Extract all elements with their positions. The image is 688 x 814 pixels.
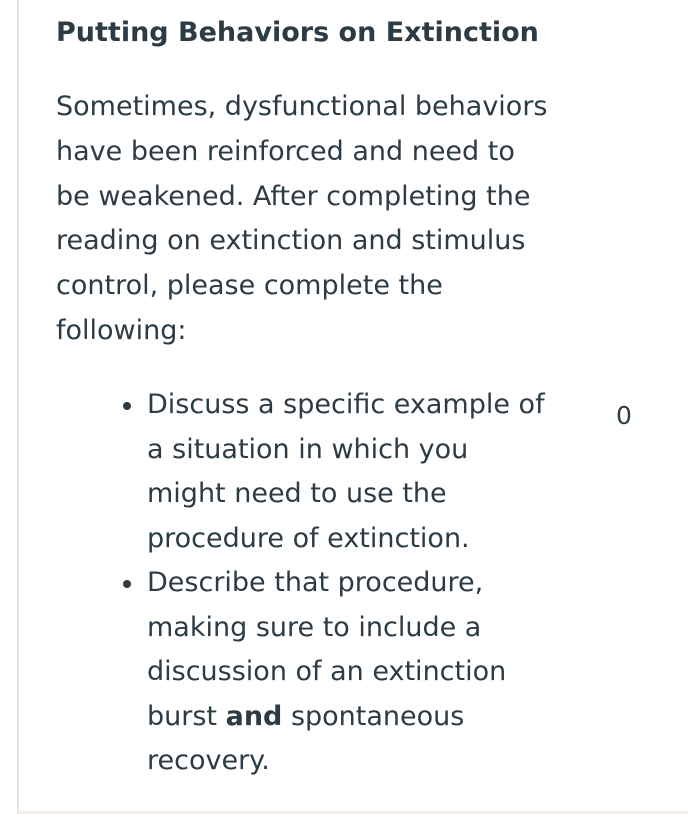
list-item <box>56 561 576 784</box>
intro-line: control, please complete the <box>56 270 443 302</box>
intro-line: reading on extinction and stimulus <box>56 225 526 257</box>
list-item <box>56 383 576 561</box>
bullet-icon <box>123 580 131 588</box>
list-item-line: recovery. <box>147 745 270 776</box>
intro-paragraph <box>56 85 556 354</box>
intro-line: have been reinforced and need to <box>56 135 515 167</box>
intro-line: Sometimes, dysfunctional behaviors <box>56 91 548 122</box>
list-item-line: making sure to include a <box>147 611 482 643</box>
list-item-line <box>147 695 576 740</box>
bold-text: and <box>225 700 283 732</box>
list-item-line: discussion of an extinction <box>147 656 507 687</box>
list-item-line: procedure of extinction. <box>147 522 470 554</box>
intro-line: be weakened. After completing the <box>56 180 531 212</box>
list-item-line: Describe that procedure, <box>147 567 484 598</box>
list-item-line: might need to use the <box>147 478 447 509</box>
instruction-list <box>56 383 576 784</box>
intro-line: following: <box>56 314 187 346</box>
page-title: Putting Behaviors on Extinction <box>56 17 539 48</box>
list-item-line: a situation in which you <box>147 433 469 465</box>
list-item-line: Discuss a specific example of <box>147 389 545 420</box>
text-segment: spontaneous <box>282 700 465 732</box>
text-segment: burst <box>147 700 226 732</box>
bullet-icon <box>123 402 131 410</box>
reply-count: 0 <box>616 401 632 430</box>
left-border <box>17 0 19 814</box>
